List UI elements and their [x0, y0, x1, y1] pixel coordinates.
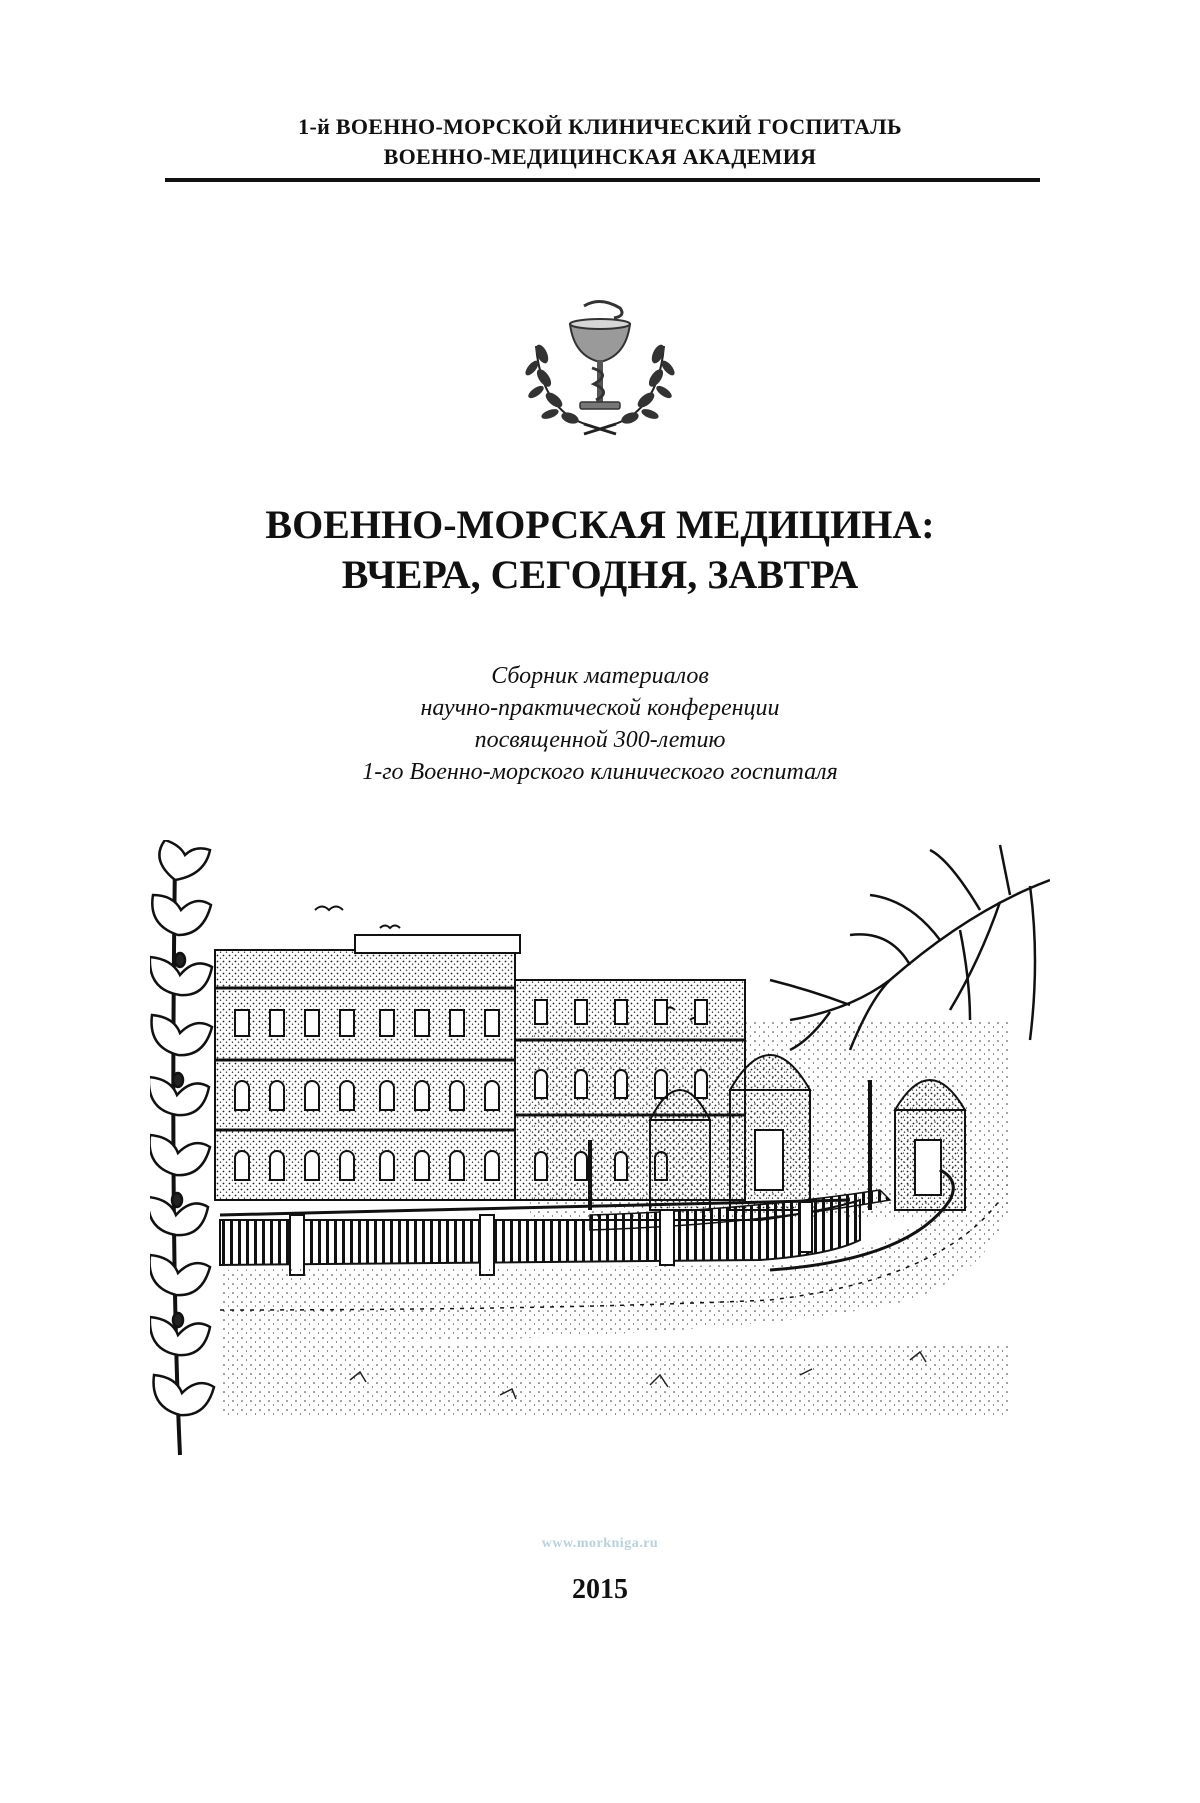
org-line-academy: ВОЕННО-МЕДИЦИНСКАЯ АКАДЕМИЯ: [383, 144, 817, 169]
subtitle-line-3: посвященной 300-летию: [474, 727, 726, 753]
publisher-organizations: [0, 112, 1200, 172]
hospital-building-engraving-icon: [150, 840, 1050, 1460]
org-line-hospital: 1-й ВОЕННО-МОРСКОЙ КЛИНИЧЕСКИЙ ГОСПИТАЛЬ: [298, 114, 902, 139]
subtitle-line-2: научно-практической конференции: [420, 695, 780, 721]
title-line-1: ВОЕННО-МОРСКАЯ МЕДИЦИНА:: [265, 502, 935, 547]
subtitle-line-4: 1-го Военно-морского клинического госпиталя: [362, 759, 838, 785]
bowl-of-hygieia-laurel-wreath-icon: [522, 296, 678, 438]
book-title: [0, 500, 1200, 600]
header-divider: [165, 178, 1040, 182]
title-line-2: ВЧЕРА, СЕГОДНЯ, ЗАВТРА: [341, 552, 859, 597]
book-subtitle: [0, 660, 1200, 788]
publication-year: 2015: [572, 1574, 628, 1605]
oak-branch: [150, 840, 214, 1455]
subtitle-line-1: Сборник материалов: [491, 663, 709, 689]
watermark-url: www.morkniga.ru: [541, 1536, 659, 1551]
